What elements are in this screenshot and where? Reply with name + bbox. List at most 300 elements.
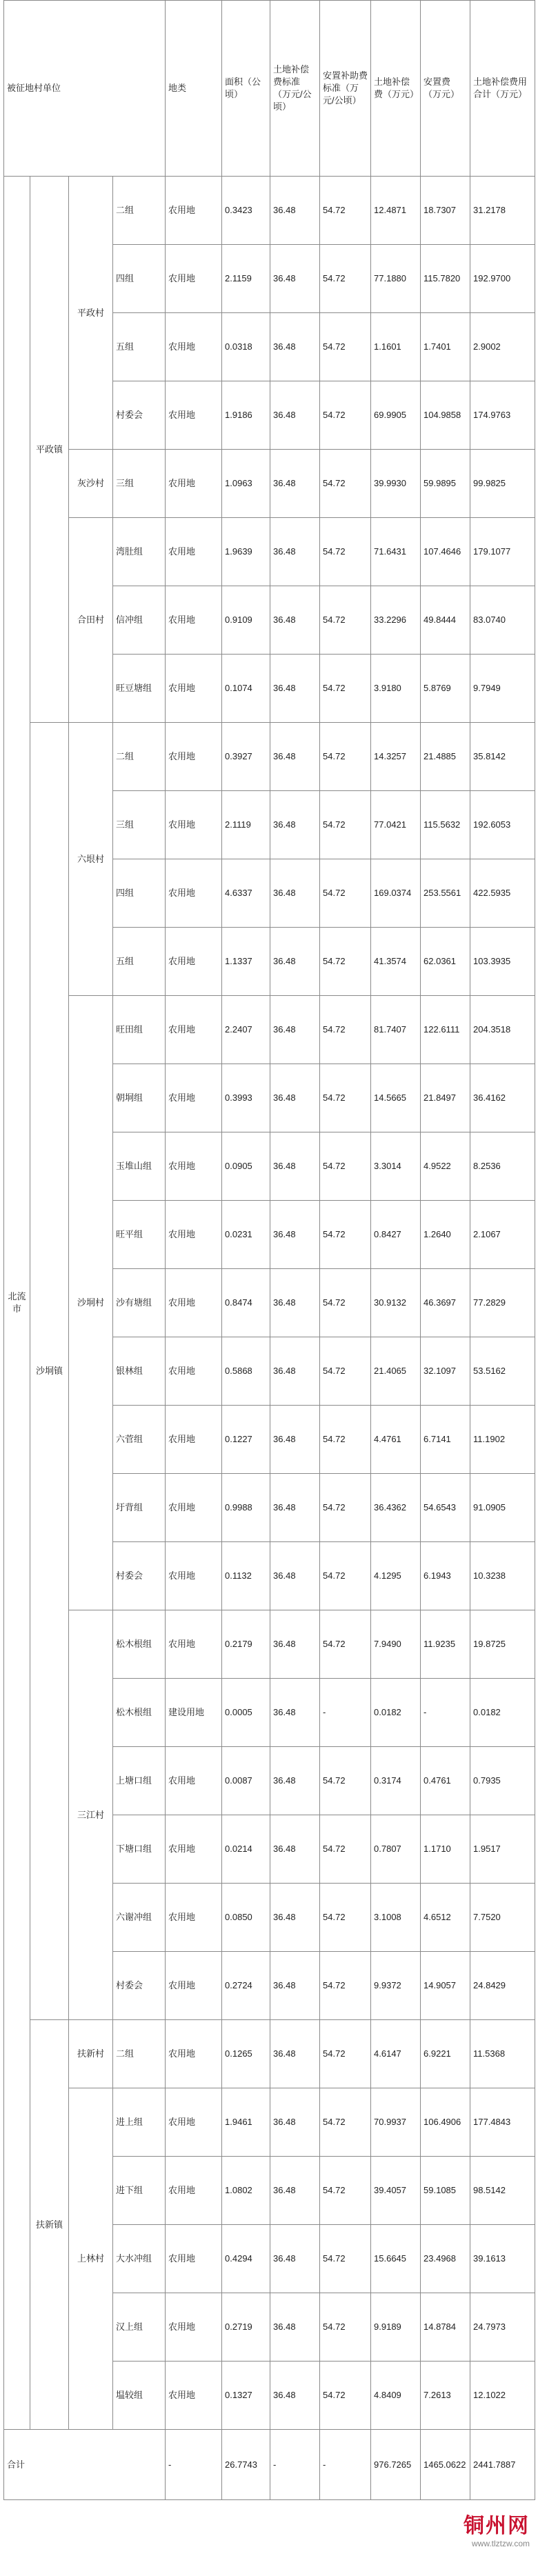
land-type-cell: 农用地 bbox=[166, 1884, 222, 1952]
header-area: 面积（公顷） bbox=[222, 1, 270, 177]
land-std-cell: 36.48 bbox=[270, 1542, 320, 1610]
land-comp-cell: 1.1601 bbox=[371, 313, 421, 381]
resettle-fee-cell: 106.4906 bbox=[421, 2088, 470, 2157]
resettle-std-cell: 54.72 bbox=[320, 655, 371, 723]
total-cell: 98.5142 bbox=[470, 2157, 535, 2225]
land-type-cell: 农用地 bbox=[166, 245, 222, 313]
town-cell: 扶新镇 bbox=[30, 2020, 69, 2430]
total-cell: 99.9825 bbox=[470, 450, 535, 518]
land-std-cell: 36.48 bbox=[270, 2362, 320, 2430]
total-cell: 179.1077 bbox=[470, 518, 535, 586]
group-cell: 进下组 bbox=[113, 2157, 166, 2225]
resettle-std-cell: 54.72 bbox=[320, 1337, 371, 1406]
area-cell: 2.1159 bbox=[222, 245, 270, 313]
area-cell: 0.1132 bbox=[222, 1542, 270, 1610]
total-cell: 53.5162 bbox=[470, 1337, 535, 1406]
group-cell: 大水冲组 bbox=[113, 2225, 166, 2293]
area-cell: 0.0231 bbox=[222, 1201, 270, 1269]
land-type-cell: 农用地 bbox=[166, 1747, 222, 1815]
resettle-std-cell: 54.72 bbox=[320, 928, 371, 996]
land-comp-cell: 69.9905 bbox=[371, 381, 421, 450]
total-cell: 31.2178 bbox=[470, 177, 535, 245]
total-cell: 12.1022 bbox=[470, 2362, 535, 2430]
land-type-cell: 农用地 bbox=[166, 313, 222, 381]
village-cell: 三江村 bbox=[69, 1610, 113, 2020]
resettle-std-cell: 54.72 bbox=[320, 381, 371, 450]
resettle-std-cell: 54.72 bbox=[320, 2362, 371, 2430]
resettle-std-cell: 54.72 bbox=[320, 1747, 371, 1815]
land-comp-cell: 9.9372 bbox=[371, 1952, 421, 2020]
resettle-fee-cell: 0.4761 bbox=[421, 1747, 470, 1815]
area-cell: 1.9461 bbox=[222, 2088, 270, 2157]
land-std-cell: 36.48 bbox=[270, 2225, 320, 2293]
area-cell: 0.9988 bbox=[222, 1474, 270, 1542]
table-body bbox=[4, 177, 535, 2500]
village-cell: 上林村 bbox=[69, 2088, 113, 2430]
land-std-cell: 36.48 bbox=[270, 2020, 320, 2088]
total-cell: 8.2536 bbox=[470, 1132, 535, 1201]
group-cell: 汉上组 bbox=[113, 2293, 166, 2362]
resettle-std-cell: 54.72 bbox=[320, 1884, 371, 1952]
resettle-std-cell: 54.72 bbox=[320, 996, 371, 1064]
resettle-std-cell: 54.72 bbox=[320, 2293, 371, 2362]
land-std-cell: 36.48 bbox=[270, 1884, 320, 1952]
land-comp-cell: 77.1880 bbox=[371, 245, 421, 313]
resettle-fee-cell: 6.9221 bbox=[421, 2020, 470, 2088]
resettle-std-cell: 54.72 bbox=[320, 859, 371, 928]
total-sum: 2441.7887 bbox=[470, 2430, 535, 2500]
land-comp-cell: 39.4057 bbox=[371, 2157, 421, 2225]
total-cell: 192.6053 bbox=[470, 791, 535, 859]
group-cell: 下塘口组 bbox=[113, 1815, 166, 1884]
watermark-url: www.tlztzw.com bbox=[471, 2539, 530, 2548]
total-cell: 174.9763 bbox=[470, 381, 535, 450]
land-std-cell: 36.48 bbox=[270, 1815, 320, 1884]
land-std-cell: 36.48 bbox=[270, 723, 320, 791]
total-cell: 9.7949 bbox=[470, 655, 535, 723]
land-comp-cell: 30.9132 bbox=[371, 1269, 421, 1337]
header-land-comp: 土地补偿费（万元） bbox=[371, 1, 421, 177]
group-cell: 银林组 bbox=[113, 1337, 166, 1406]
group-cell: 二组 bbox=[113, 723, 166, 791]
resettle-std-cell: 54.72 bbox=[320, 1269, 371, 1337]
header-row bbox=[4, 1, 535, 177]
land-type-cell: 农用地 bbox=[166, 859, 222, 928]
resettle-std-cell: 54.72 bbox=[320, 1952, 371, 2020]
land-std-cell: 36.48 bbox=[270, 1747, 320, 1815]
resettle-fee-cell: 32.1097 bbox=[421, 1337, 470, 1406]
resettle-fee-cell: 21.4885 bbox=[421, 723, 470, 791]
total-land-std: - bbox=[270, 2430, 320, 2500]
resettle-std-cell: 54.72 bbox=[320, 1474, 371, 1542]
group-cell: 旺平组 bbox=[113, 1201, 166, 1269]
land-std-cell: 36.48 bbox=[270, 1474, 320, 1542]
group-cell: 湾肚组 bbox=[113, 518, 166, 586]
land-std-cell: 36.48 bbox=[270, 518, 320, 586]
total-cell: 1.9517 bbox=[470, 1815, 535, 1884]
land-comp-cell: 14.3257 bbox=[371, 723, 421, 791]
land-std-cell: 36.48 bbox=[270, 1610, 320, 1679]
resettle-std-cell: 54.72 bbox=[320, 791, 371, 859]
land-comp-cell: 21.4065 bbox=[371, 1337, 421, 1406]
group-cell: 村委会 bbox=[113, 1952, 166, 2020]
group-cell: 进上组 bbox=[113, 2088, 166, 2157]
total-cell: 24.8429 bbox=[470, 1952, 535, 2020]
total-cell: 83.0740 bbox=[470, 586, 535, 655]
land-comp-cell: 4.1295 bbox=[371, 1542, 421, 1610]
land-std-cell: 36.48 bbox=[270, 1337, 320, 1406]
land-std-cell: 36.48 bbox=[270, 177, 320, 245]
header-resettle-fee: 安置费（万元） bbox=[421, 1, 470, 177]
resettle-std-cell: 54.72 bbox=[320, 245, 371, 313]
resettle-fee-cell: 14.8784 bbox=[421, 2293, 470, 2362]
village-cell: 扶新村 bbox=[69, 2020, 113, 2088]
area-cell: 0.3927 bbox=[222, 723, 270, 791]
table-row bbox=[4, 723, 535, 791]
area-cell: 0.5868 bbox=[222, 1337, 270, 1406]
group-cell: 五组 bbox=[113, 928, 166, 996]
area-cell: 0.2724 bbox=[222, 1952, 270, 2020]
header-land-std: 土地补偿费标准（万元/公顷） bbox=[270, 1, 320, 177]
watermark-logo bbox=[464, 2508, 530, 2548]
total-cell: 11.1902 bbox=[470, 1406, 535, 1474]
resettle-fee-cell: 1.7401 bbox=[421, 313, 470, 381]
group-cell: 朝垌组 bbox=[113, 1064, 166, 1132]
resettle-fee-cell: 7.2613 bbox=[421, 2362, 470, 2430]
group-cell: 二组 bbox=[113, 2020, 166, 2088]
group-cell: 四组 bbox=[113, 245, 166, 313]
land-comp-cell: 81.7407 bbox=[371, 996, 421, 1064]
total-cell: 103.3935 bbox=[470, 928, 535, 996]
header-resettle-std: 安置补助费标准（万元/公顷） bbox=[320, 1, 371, 177]
land-std-cell: 36.48 bbox=[270, 2293, 320, 2362]
resettle-std-cell: 54.72 bbox=[320, 1406, 371, 1474]
resettle-fee-cell: 62.0361 bbox=[421, 928, 470, 996]
land-std-cell: 36.48 bbox=[270, 1406, 320, 1474]
total-land-type: - bbox=[166, 2430, 222, 2500]
area-cell: 0.0214 bbox=[222, 1815, 270, 1884]
header-land-type: 地类 bbox=[166, 1, 222, 177]
resettle-std-cell: 54.72 bbox=[320, 2225, 371, 2293]
total-land-comp: 976.7265 bbox=[371, 2430, 421, 2500]
land-comp-cell: 14.5665 bbox=[371, 1064, 421, 1132]
total-cell: 7.7520 bbox=[470, 1884, 535, 1952]
land-comp-cell: 9.9189 bbox=[371, 2293, 421, 2362]
area-cell: 2.2407 bbox=[222, 996, 270, 1064]
group-cell: 塭较组 bbox=[113, 2362, 166, 2430]
land-comp-cell: 12.4871 bbox=[371, 177, 421, 245]
area-cell: 0.3993 bbox=[222, 1064, 270, 1132]
land-comp-cell: 36.4362 bbox=[371, 1474, 421, 1542]
total-cell: 2.1067 bbox=[470, 1201, 535, 1269]
land-type-cell: 农用地 bbox=[166, 996, 222, 1064]
land-std-cell: 36.48 bbox=[270, 859, 320, 928]
land-std-cell: 36.48 bbox=[270, 996, 320, 1064]
total-cell: 177.4843 bbox=[470, 2088, 535, 2157]
land-std-cell: 36.48 bbox=[270, 1679, 320, 1747]
village-cell: 灰沙村 bbox=[69, 450, 113, 518]
land-type-cell: 农用地 bbox=[166, 1474, 222, 1542]
land-type-cell: 农用地 bbox=[166, 1406, 222, 1474]
land-type-cell: 农用地 bbox=[166, 518, 222, 586]
resettle-std-cell: 54.72 bbox=[320, 2157, 371, 2225]
group-cell: 上塘口组 bbox=[113, 1747, 166, 1815]
land-type-cell: 建设用地 bbox=[166, 1679, 222, 1747]
table-row bbox=[4, 450, 535, 518]
village-cell: 六垠村 bbox=[69, 723, 113, 996]
resettle-std-cell: 54.72 bbox=[320, 1542, 371, 1610]
land-comp-cell: 15.6645 bbox=[371, 2225, 421, 2293]
land-std-cell: 36.48 bbox=[270, 791, 320, 859]
land-std-cell: 36.48 bbox=[270, 450, 320, 518]
village-cell: 沙垌村 bbox=[69, 996, 113, 1610]
land-type-cell: 农用地 bbox=[166, 723, 222, 791]
total-cell: 192.9700 bbox=[470, 245, 535, 313]
total-label: 合计 bbox=[4, 2430, 166, 2500]
land-type-cell: 农用地 bbox=[166, 791, 222, 859]
total-area: 26.7743 bbox=[222, 2430, 270, 2500]
area-cell: 0.1327 bbox=[222, 2362, 270, 2430]
total-cell: 35.8142 bbox=[470, 723, 535, 791]
table-row bbox=[4, 2088, 535, 2157]
area-cell: 0.0005 bbox=[222, 1679, 270, 1747]
resettle-fee-cell: 11.9235 bbox=[421, 1610, 470, 1679]
resettle-std-cell: 54.72 bbox=[320, 2020, 371, 2088]
resettle-fee-cell: 115.5632 bbox=[421, 791, 470, 859]
area-cell: 0.1074 bbox=[222, 655, 270, 723]
land-comp-cell: 0.3174 bbox=[371, 1747, 421, 1815]
area-cell: 0.2719 bbox=[222, 2293, 270, 2362]
group-cell: 村委会 bbox=[113, 381, 166, 450]
resettle-fee-cell: 4.6512 bbox=[421, 1884, 470, 1952]
resettle-fee-cell: 104.9858 bbox=[421, 381, 470, 450]
total-resettle-std: - bbox=[320, 2430, 371, 2500]
land-type-cell: 农用地 bbox=[166, 1269, 222, 1337]
resettle-fee-cell: 6.1943 bbox=[421, 1542, 470, 1610]
land-comp-cell: 3.3014 bbox=[371, 1132, 421, 1201]
total-cell: 39.1613 bbox=[470, 2225, 535, 2293]
land-type-cell: 农用地 bbox=[166, 2157, 222, 2225]
resettle-std-cell: 54.72 bbox=[320, 518, 371, 586]
land-type-cell: 农用地 bbox=[166, 1337, 222, 1406]
resettle-std-cell: 54.72 bbox=[320, 177, 371, 245]
resettle-std-cell: 54.72 bbox=[320, 723, 371, 791]
resettle-fee-cell: 253.5561 bbox=[421, 859, 470, 928]
total-cell: 10.3238 bbox=[470, 1542, 535, 1610]
resettle-fee-cell: 23.4968 bbox=[421, 2225, 470, 2293]
group-cell: 四组 bbox=[113, 859, 166, 928]
resettle-fee-cell: 18.7307 bbox=[421, 177, 470, 245]
resettle-std-cell: 54.72 bbox=[320, 1132, 371, 1201]
resettle-fee-cell: 107.4646 bbox=[421, 518, 470, 586]
land-comp-cell: 169.0374 bbox=[371, 859, 421, 928]
land-std-cell: 36.48 bbox=[270, 1952, 320, 2020]
total-cell: 2.9002 bbox=[470, 313, 535, 381]
land-comp-cell: 71.6431 bbox=[371, 518, 421, 586]
table-row bbox=[4, 1610, 535, 1679]
land-std-cell: 36.48 bbox=[270, 928, 320, 996]
area-cell: 0.0905 bbox=[222, 1132, 270, 1201]
group-cell: 信冲组 bbox=[113, 586, 166, 655]
group-cell: 旺豆塘组 bbox=[113, 655, 166, 723]
table-row bbox=[4, 996, 535, 1064]
area-cell: 0.0087 bbox=[222, 1747, 270, 1815]
land-comp-cell: 0.7807 bbox=[371, 1815, 421, 1884]
area-cell: 1.9639 bbox=[222, 518, 270, 586]
total-cell: 36.4162 bbox=[470, 1064, 535, 1132]
area-cell: 0.9109 bbox=[222, 586, 270, 655]
area-cell: 1.1337 bbox=[222, 928, 270, 996]
resettle-fee-cell: 14.9057 bbox=[421, 1952, 470, 2020]
group-cell: 六谢冲组 bbox=[113, 1884, 166, 1952]
area-cell: 0.4294 bbox=[222, 2225, 270, 2293]
land-std-cell: 36.48 bbox=[270, 2088, 320, 2157]
land-comp-cell: 4.6147 bbox=[371, 2020, 421, 2088]
resettle-fee-cell: 6.7141 bbox=[421, 1406, 470, 1474]
land-std-cell: 36.48 bbox=[270, 1269, 320, 1337]
resettle-fee-cell: 59.9895 bbox=[421, 450, 470, 518]
land-type-cell: 农用地 bbox=[166, 928, 222, 996]
land-comp-cell: 7.9490 bbox=[371, 1610, 421, 1679]
village-cell: 平政村 bbox=[69, 177, 113, 450]
table-row bbox=[4, 177, 535, 245]
group-cell: 圩背组 bbox=[113, 1474, 166, 1542]
total-cell: 204.3518 bbox=[470, 996, 535, 1064]
land-comp-cell: 4.4761 bbox=[371, 1406, 421, 1474]
land-type-cell: 农用地 bbox=[166, 2225, 222, 2293]
area-cell: 0.0318 bbox=[222, 313, 270, 381]
land-type-cell: 农用地 bbox=[166, 2088, 222, 2157]
resettle-fee-cell: 4.9522 bbox=[421, 1132, 470, 1201]
land-type-cell: 农用地 bbox=[166, 2020, 222, 2088]
land-std-cell: 36.48 bbox=[270, 313, 320, 381]
resettle-std-cell: 54.72 bbox=[320, 313, 371, 381]
resettle-std-cell: 54.72 bbox=[320, 1815, 371, 1884]
land-type-cell: 农用地 bbox=[166, 2362, 222, 2430]
town-cell: 沙垌镇 bbox=[30, 723, 69, 2020]
land-std-cell: 36.48 bbox=[270, 2157, 320, 2225]
resettle-fee-cell: 1.1710 bbox=[421, 1815, 470, 1884]
group-cell: 沙有塘组 bbox=[113, 1269, 166, 1337]
resettle-std-cell: 54.72 bbox=[320, 586, 371, 655]
land-type-cell: 农用地 bbox=[166, 381, 222, 450]
total-cell: 91.0905 bbox=[470, 1474, 535, 1542]
group-cell: 旺田组 bbox=[113, 996, 166, 1064]
land-comp-cell: 0.8427 bbox=[371, 1201, 421, 1269]
land-std-cell: 36.48 bbox=[270, 381, 320, 450]
land-type-cell: 农用地 bbox=[166, 450, 222, 518]
land-std-cell: 36.48 bbox=[270, 1201, 320, 1269]
resettle-fee-cell: 21.8497 bbox=[421, 1064, 470, 1132]
total-cell: 0.7935 bbox=[470, 1747, 535, 1815]
group-cell: 村委会 bbox=[113, 1542, 166, 1610]
area-cell: 2.1119 bbox=[222, 791, 270, 859]
group-cell: 玉堆山组 bbox=[113, 1132, 166, 1201]
land-std-cell: 36.48 bbox=[270, 245, 320, 313]
group-cell: 五组 bbox=[113, 313, 166, 381]
land-type-cell: 农用地 bbox=[166, 1132, 222, 1201]
total-cell: 422.5935 bbox=[470, 859, 535, 928]
area-cell: 0.1227 bbox=[222, 1406, 270, 1474]
table-row bbox=[4, 2020, 535, 2088]
land-type-cell: 农用地 bbox=[166, 1542, 222, 1610]
town-cell: 平政镇 bbox=[30, 177, 69, 723]
land-std-cell: 36.48 bbox=[270, 1064, 320, 1132]
group-cell: 松木根组 bbox=[113, 1610, 166, 1679]
group-cell: 二组 bbox=[113, 177, 166, 245]
area-cell: 0.0850 bbox=[222, 1884, 270, 1952]
total-cell: 0.0182 bbox=[470, 1679, 535, 1747]
resettle-std-cell: 54.72 bbox=[320, 450, 371, 518]
land-type-cell: 农用地 bbox=[166, 586, 222, 655]
resettle-fee-cell: 59.1085 bbox=[421, 2157, 470, 2225]
land-comp-cell: 77.0421 bbox=[371, 791, 421, 859]
resettle-std-cell: 54.72 bbox=[320, 2088, 371, 2157]
land-comp-cell: 3.9180 bbox=[371, 655, 421, 723]
total-cell: 24.7973 bbox=[470, 2293, 535, 2362]
area-cell: 0.3423 bbox=[222, 177, 270, 245]
area-cell: 0.1265 bbox=[222, 2020, 270, 2088]
resettle-std-cell: 54.72 bbox=[320, 1064, 371, 1132]
resettle-fee-cell: 115.7820 bbox=[421, 245, 470, 313]
land-comp-cell: 4.8409 bbox=[371, 2362, 421, 2430]
area-cell: 1.9186 bbox=[222, 381, 270, 450]
table-row bbox=[4, 518, 535, 586]
group-cell: 松木根组 bbox=[113, 1679, 166, 1747]
total-cell: 77.2829 bbox=[470, 1269, 535, 1337]
resettle-fee-cell: 54.6543 bbox=[421, 1474, 470, 1542]
area-cell: 0.2179 bbox=[222, 1610, 270, 1679]
resettle-std-cell: 54.72 bbox=[320, 1201, 371, 1269]
group-cell: 三组 bbox=[113, 450, 166, 518]
land-type-cell: 农用地 bbox=[166, 1064, 222, 1132]
land-comp-cell: 0.0182 bbox=[371, 1679, 421, 1747]
total-cell: 19.8725 bbox=[470, 1610, 535, 1679]
city-cell: 北流市 bbox=[4, 177, 30, 2430]
resettle-fee-cell: 49.8444 bbox=[421, 586, 470, 655]
land-comp-cell: 39.9930 bbox=[371, 450, 421, 518]
village-cell: 合田村 bbox=[69, 518, 113, 723]
land-std-cell: 36.48 bbox=[270, 655, 320, 723]
compensation-table bbox=[3, 0, 535, 2500]
land-type-cell: 农用地 bbox=[166, 1952, 222, 2020]
land-std-cell: 36.48 bbox=[270, 1132, 320, 1201]
area-cell: 1.0963 bbox=[222, 450, 270, 518]
total-cell: 11.5368 bbox=[470, 2020, 535, 2088]
watermark-name: 铜州网 bbox=[464, 2515, 530, 2537]
group-cell: 三组 bbox=[113, 791, 166, 859]
area-cell: 4.6337 bbox=[222, 859, 270, 928]
resettle-std-cell: - bbox=[320, 1679, 371, 1747]
land-comp-cell: 3.1008 bbox=[371, 1884, 421, 1952]
group-cell: 六菅组 bbox=[113, 1406, 166, 1474]
land-type-cell: 农用地 bbox=[166, 1815, 222, 1884]
total-row bbox=[4, 2430, 535, 2500]
land-comp-cell: 41.3574 bbox=[371, 928, 421, 996]
area-cell: 0.8474 bbox=[222, 1269, 270, 1337]
land-type-cell: 农用地 bbox=[166, 655, 222, 723]
land-type-cell: 农用地 bbox=[166, 1201, 222, 1269]
total-resettle-fee: 1465.0622 bbox=[421, 2430, 470, 2500]
land-comp-cell: 33.2296 bbox=[371, 586, 421, 655]
header-total: 土地补偿费用合计（万元） bbox=[470, 1, 535, 177]
land-type-cell: 农用地 bbox=[166, 2293, 222, 2362]
land-std-cell: 36.48 bbox=[270, 586, 320, 655]
resettle-std-cell: 54.72 bbox=[320, 1610, 371, 1679]
resettle-fee-cell: 1.2640 bbox=[421, 1201, 470, 1269]
resettle-fee-cell: 122.6111 bbox=[421, 996, 470, 1064]
header-unit: 被征地村单位 bbox=[4, 1, 166, 177]
